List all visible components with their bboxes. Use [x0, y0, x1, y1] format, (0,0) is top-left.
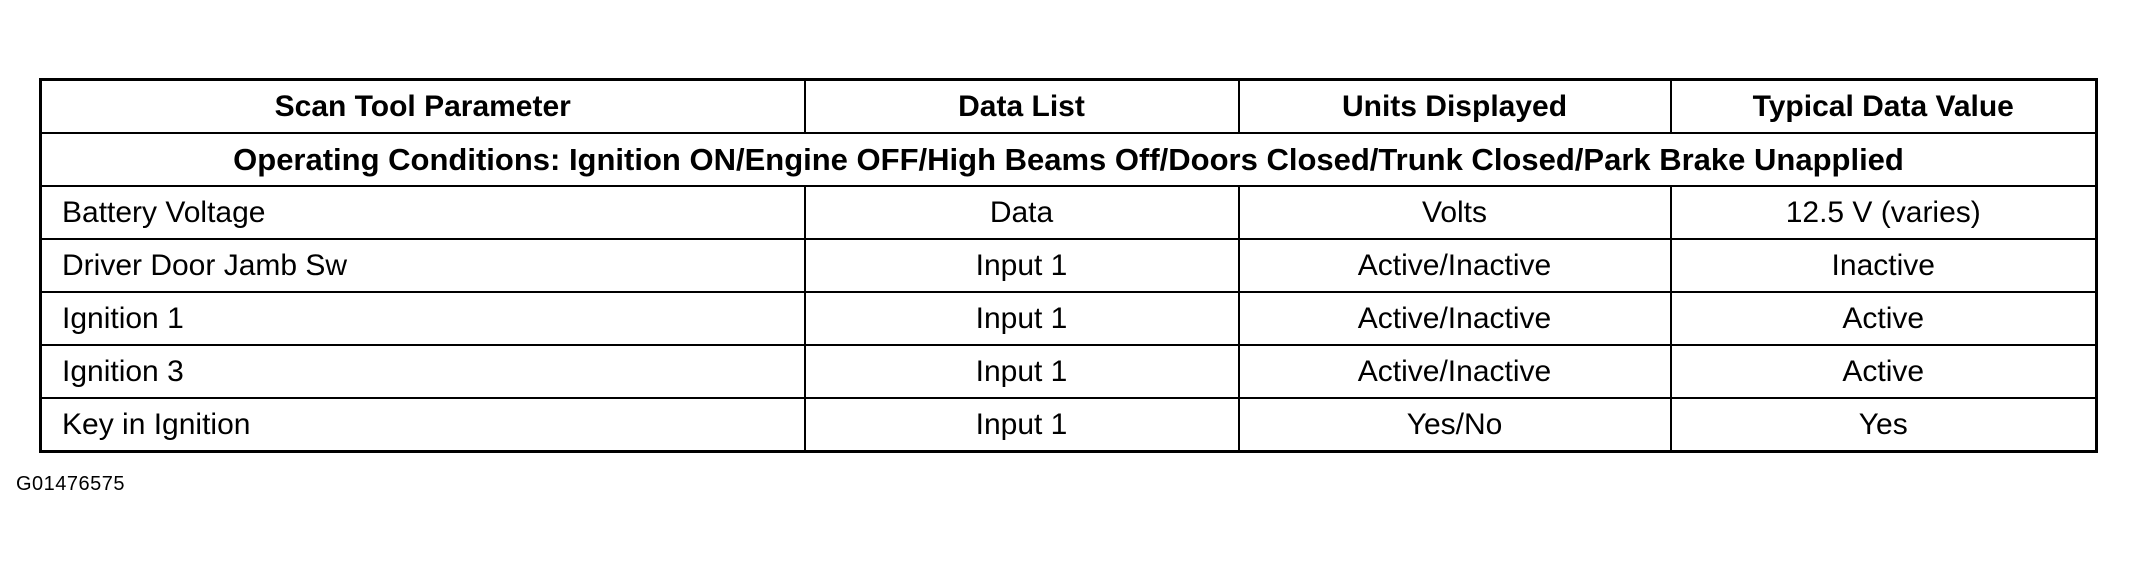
operating-conditions: Operating Conditions: Ignition ON/Engine OFF/High Beams Off/Doors Closed/Trunk Closed/Park Brake Unapplied — [41, 133, 2097, 186]
table-row — [41, 345, 2097, 398]
table-row — [41, 239, 2097, 292]
parameter-cell: Battery Voltage — [41, 186, 805, 239]
typical-value-cell: 12.5 V (varies) — [1671, 186, 2097, 239]
data-list-cell: Data — [805, 186, 1239, 239]
data-list-cell: Input 1 — [805, 398, 1239, 452]
table-row — [41, 186, 2097, 239]
header-typical-data-value: Typical Data Value — [1671, 80, 2097, 134]
parameter-cell: Key in Ignition — [41, 398, 805, 452]
units-cell: Volts — [1239, 186, 1671, 239]
parameter-cell: Driver Door Jamb Sw — [41, 239, 805, 292]
parameter-cell: Ignition 1 — [41, 292, 805, 345]
table-header-row — [41, 80, 2097, 134]
scan-tool-data-table — [39, 78, 2098, 453]
typical-value-cell: Active — [1671, 345, 2097, 398]
data-list-cell: Input 1 — [805, 292, 1239, 345]
data-list-cell: Input 1 — [805, 345, 1239, 398]
header-scan-tool-parameter: Scan Tool Parameter — [41, 80, 805, 134]
header-data-list: Data List — [805, 80, 1239, 134]
typical-value-cell: Yes — [1671, 398, 2097, 452]
table-row — [41, 398, 2097, 452]
data-list-cell: Input 1 — [805, 239, 1239, 292]
typical-value-cell: Active — [1671, 292, 2097, 345]
units-cell: Active/Inactive — [1239, 239, 1671, 292]
typical-value-cell: Inactive — [1671, 239, 2097, 292]
figure-id: G01476575 — [16, 473, 126, 495]
parameter-cell: Ignition 3 — [41, 345, 805, 398]
operating-conditions-row — [41, 133, 2097, 186]
units-cell: Active/Inactive — [1239, 292, 1671, 345]
units-cell: Active/Inactive — [1239, 345, 1671, 398]
table-row — [41, 292, 2097, 345]
header-units-displayed: Units Displayed — [1239, 80, 1671, 134]
units-cell: Yes/No — [1239, 398, 1671, 452]
